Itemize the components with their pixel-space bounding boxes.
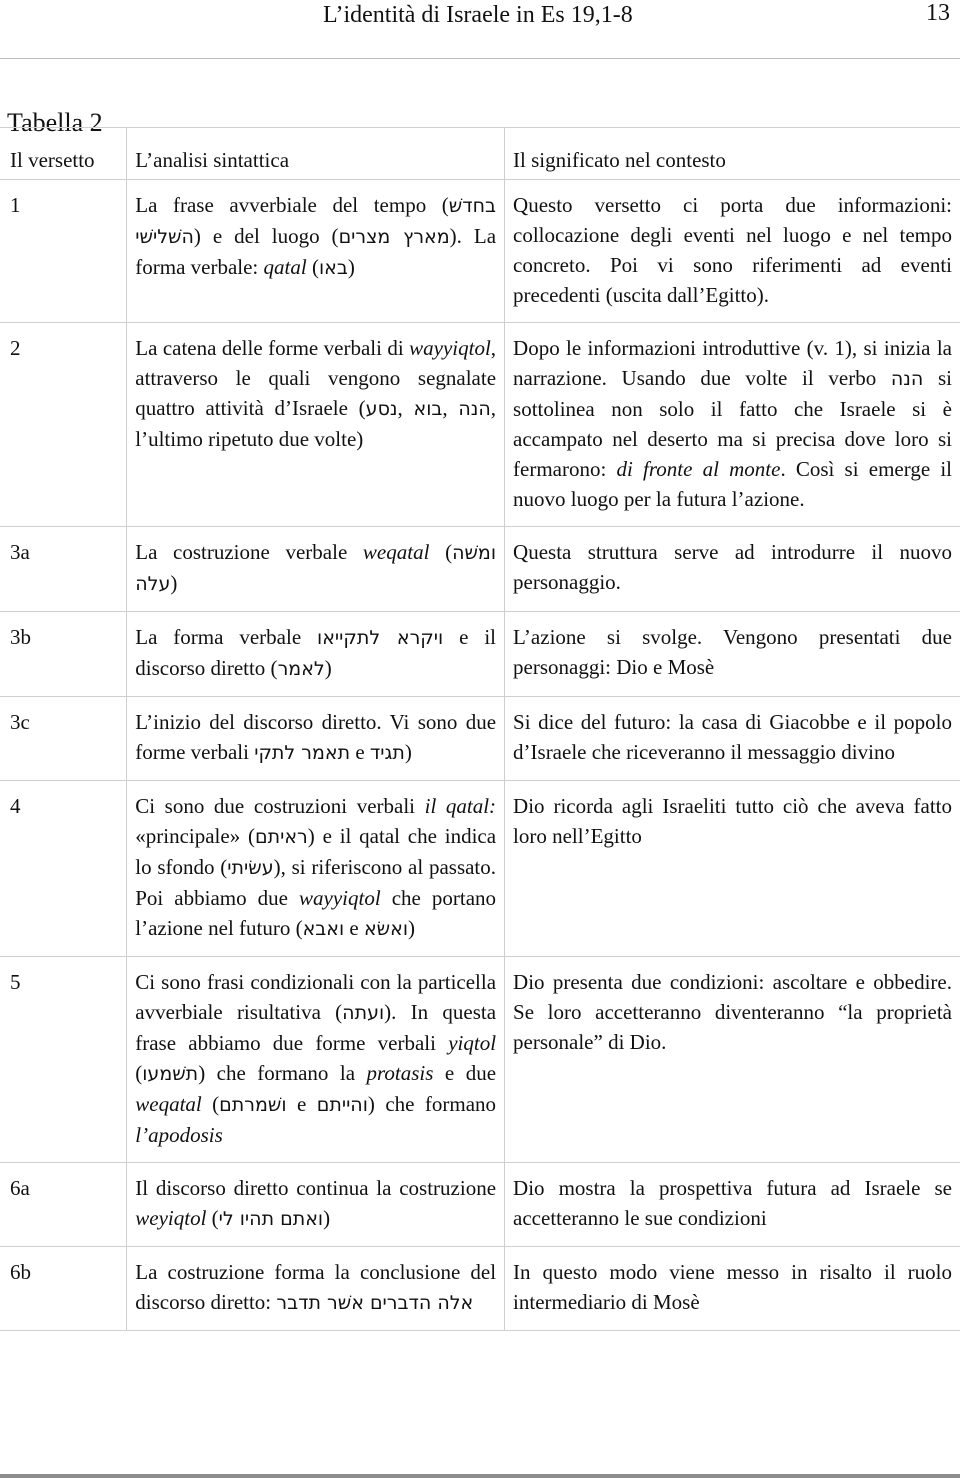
meaning-cell: [505, 697, 960, 781]
hebrew-text: בחדשׁ השׁלישׁי: [135, 195, 497, 248]
hebrew-text: ומשׁה עלה: [135, 542, 497, 595]
meaning-cell: [505, 527, 960, 612]
text-segment: Dio presenta due condizioni: ascoltare e obbedire. Se loro accetteranno diventeranno “la proprietà personale” di Dio.: [513, 970, 952, 1054]
text-segment: (: [306, 255, 319, 279]
hebrew-text: הנה: [458, 398, 491, 420]
text-segment: , l’ultimo ripetuto due volte): [135, 396, 497, 451]
hebrew-text: תגיד: [369, 742, 405, 764]
text-segment: ), si riferiscono al passato. Poi abbiamo due: [135, 855, 497, 910]
text-segment: ) che formano la: [198, 1061, 367, 1085]
verse-cell: 5: [0, 957, 127, 1163]
text-segment: ,: [442, 396, 459, 420]
text-segment: ) e del luogo (: [193, 224, 339, 248]
text-segment: (: [429, 540, 453, 564]
text-segment: ,: [397, 396, 414, 420]
text-segment: Dio mostra la prospettiva futura ad Israele se accetteranno le sue condizioni: [513, 1176, 952, 1230]
table-row: [0, 323, 960, 527]
analysis-cell: [127, 781, 505, 957]
text-segment: e: [350, 740, 370, 764]
table-row: [0, 781, 960, 957]
italic-term: qatal: [263, 255, 307, 279]
text-segment: ): [347, 255, 355, 279]
italic-term: wayyiqtol: [409, 336, 491, 360]
italic-term: protasis: [366, 1061, 434, 1085]
meaning-cell: [505, 1163, 960, 1247]
meaning-cell: [505, 957, 960, 1163]
table-row: [0, 697, 960, 781]
hebrew-text: ויקרא לתקייאו: [317, 627, 444, 649]
analysis-cell: [127, 612, 505, 697]
table-header-row: [0, 128, 960, 180]
text-segment: che portano l’azione nel futuro (: [135, 886, 497, 940]
text-segment: Dopo le informazioni introduttive (v. 1), si inizia la narrazione. Usando due volte il verbo: [513, 336, 952, 390]
italic-term: weqatal: [135, 1092, 202, 1116]
meaning-cell: [505, 180, 960, 323]
hebrew-text: נסע: [365, 398, 398, 420]
text-segment: e due: [433, 1061, 497, 1085]
analysis-cell: [127, 180, 505, 323]
text-segment: Ci sono frasi condizionali con la particella avverbiale risultativa (: [135, 970, 497, 1024]
meaning-cell: [505, 781, 960, 957]
text-segment: (: [201, 1092, 220, 1116]
page-number: 13: [926, 0, 950, 26]
text-segment: ): [324, 656, 332, 680]
running-head: [0, 0, 960, 30]
header-meaning: Il significato nel contesto: [505, 128, 960, 180]
hebrew-text: ועתה: [342, 1002, 385, 1024]
header-verse: Il versetto: [0, 128, 127, 180]
hebrew-text: ראיתם: [255, 826, 308, 848]
italic-term: weqatal: [362, 540, 430, 564]
text-segment: ): [404, 740, 412, 764]
analysis-cell: [127, 323, 505, 527]
verse-cell: 4: [0, 781, 127, 957]
header-analysis: L’analisi sintattica: [127, 128, 505, 180]
text-segment: La forma verbale: [135, 625, 318, 649]
text-segment: Ci sono due costruzioni verbali: [135, 794, 425, 818]
hebrew-text: ואבא: [302, 918, 345, 940]
table-row: [0, 612, 960, 697]
text-segment: e: [286, 1092, 317, 1116]
table-title: Tabella 2: [7, 107, 103, 137]
hebrew-text: תאמר לתקי: [254, 742, 351, 764]
text-segment: . Così si emerge il nuovo luogo per la futura l’azione.: [513, 457, 953, 511]
hebrew-text: ושׁמרתם: [219, 1094, 287, 1116]
hebrew-text: עשׂיתי: [227, 857, 274, 879]
text-segment: ) che formano: [367, 1092, 497, 1116]
text-segment: Il discorso diretto continua la costruzione: [135, 1176, 497, 1200]
hebrew-text: לאמר: [277, 658, 325, 680]
text-segment: e il discorso diretto (: [135, 625, 497, 680]
meaning-cell: [505, 612, 960, 697]
verse-cell: 3b: [0, 612, 127, 697]
text-segment: «principale» (: [135, 824, 256, 848]
verse-cell: 6a: [0, 1163, 127, 1247]
verse-cell: 1: [0, 180, 127, 323]
text-segment: La costruzione verbale: [135, 540, 363, 564]
meaning-cell: [505, 1247, 960, 1331]
syntax-table: [0, 127, 960, 1331]
table-row: [0, 957, 960, 1163]
table-row: [0, 1163, 960, 1247]
analysis-cell: [127, 1247, 505, 1331]
text-segment: La catena delle forme verbali di: [135, 336, 410, 360]
text-segment: si sottolinea non solo il fatto che Israele si è accampato nel deserto ma si precisa dove loro si fermarono:: [513, 366, 952, 481]
hebrew-text: באו: [318, 257, 348, 279]
running-head-title: L’identità di Israele in Es 19,1-8: [323, 2, 633, 28]
text-segment: L’azione si svolge. Vengono presentati due personaggi: Dio e Mosè: [513, 625, 952, 679]
hebrew-text: תשׁמעו: [142, 1063, 199, 1085]
italic-term: wayyiqtol: [299, 886, 381, 910]
hebrew-text: הנה: [890, 368, 924, 390]
text-segment: Questo versetto ci porta due informazioni: collocazione degli eventi nel luogo e nel tempo concreto. Poi vi sono riferimenti ad eventi precedenti (uscita dall’Egitto).: [513, 193, 952, 307]
text-segment: Dio ricorda agli Israeliti tutto ciò che aveva fatto loro nell’Egitto: [513, 794, 952, 848]
text-segment: ): [323, 1206, 331, 1230]
verse-cell: 2: [0, 323, 127, 527]
italic-term: l’apodosis: [135, 1123, 223, 1147]
hebrew-text: אלה הדברים אשׁר תדבר: [276, 1292, 474, 1314]
hebrew-text: והייתם: [316, 1094, 368, 1116]
italic-term: di fronte al monte: [616, 457, 781, 481]
analysis-cell: [127, 527, 505, 612]
header-divider: [0, 58, 960, 59]
table-row: [0, 180, 960, 323]
text-segment: ). In questa frase abbiamo due forme verbali: [135, 1000, 497, 1055]
text-segment: ): [408, 916, 416, 940]
table-row: [0, 527, 960, 612]
table-row: [0, 1247, 960, 1331]
analysis-cell: [127, 697, 505, 781]
hebrew-text: ואשׂא: [363, 918, 409, 940]
verse-cell: 6b: [0, 1247, 127, 1331]
text-segment: (: [135, 1061, 143, 1085]
text-segment: ): [170, 571, 178, 595]
text-segment: , attraverso le quali vengono segnalate quattro attività d’Israele (: [135, 336, 497, 420]
text-segment: In questo modo viene messo in risalto il ruolo intermediario di Mosè: [513, 1260, 952, 1314]
text-segment: La costruzione forma la conclusione del discorso diretto:: [135, 1260, 497, 1314]
analysis-cell: [127, 1163, 505, 1247]
italic-term: yiqtol: [448, 1031, 497, 1055]
text-segment: ) e il qatal che indica lo sfondo (: [135, 824, 497, 879]
text-segment: L’inizio del discorso diretto. Vi sono due forme verbali: [135, 710, 497, 764]
hebrew-text: ואתם תהיו לי: [218, 1208, 324, 1230]
italic-term: weyiqtol: [135, 1206, 207, 1230]
text-segment: (: [206, 1206, 219, 1230]
text-segment: ). La forma verbale:: [135, 224, 497, 279]
text-segment: Si dice del futuro: la casa di Giacobbe e il popolo d’Israele che riceveranno il messaggio divino: [513, 710, 952, 764]
analysis-cell: [127, 957, 505, 1163]
text-segment: e: [344, 916, 364, 940]
verse-cell: 3c: [0, 697, 127, 781]
meaning-cell: [505, 323, 960, 527]
footer-divider: [0, 1474, 960, 1478]
text-segment: Questa struttura serve ad introdurre il nuovo personaggio.: [513, 540, 952, 594]
italic-term: il qatal:: [424, 794, 497, 818]
hebrew-text: מארץ מצרים: [338, 226, 450, 248]
verse-cell: 3a: [0, 527, 127, 612]
hebrew-text: בוא: [413, 398, 443, 420]
text-segment: La frase avverbiale del tempo (: [135, 193, 449, 217]
